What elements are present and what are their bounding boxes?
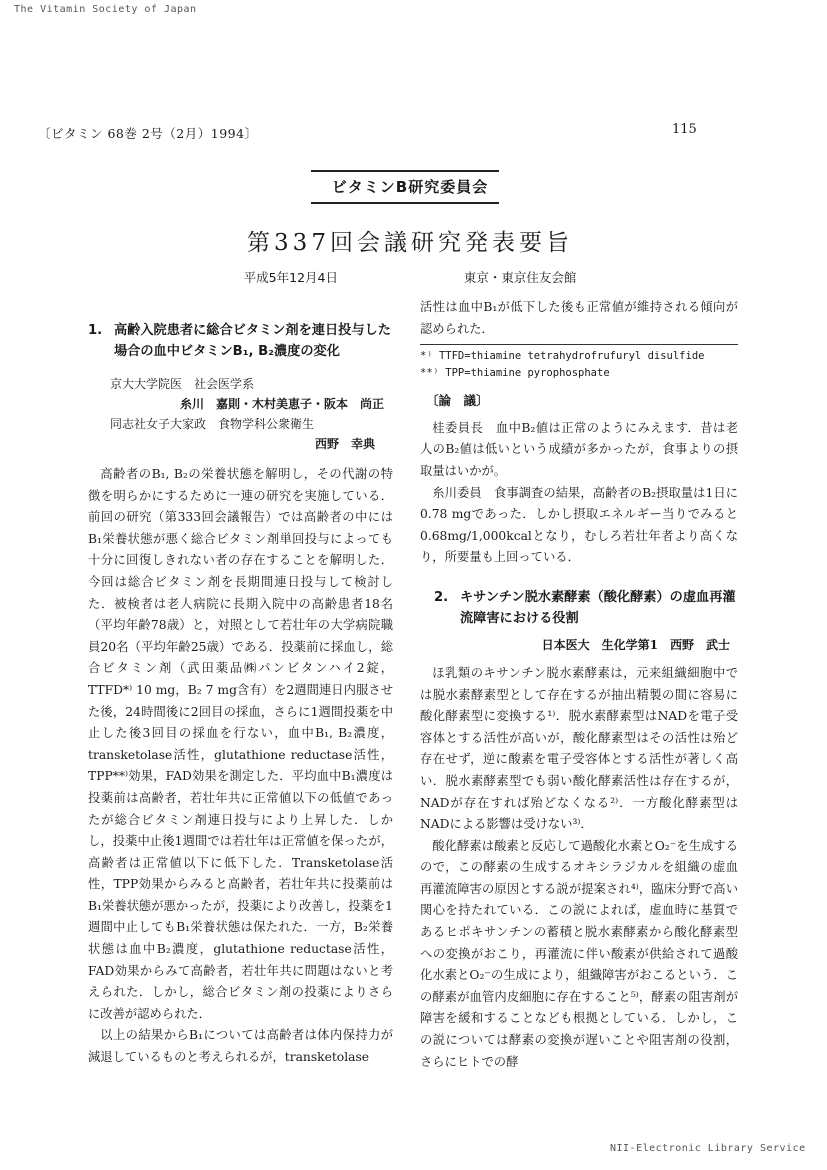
watermark-bottom: NII-Electronic Library Service	[610, 1143, 806, 1154]
footnote-tpp: **⁾ TPP=thiamine pyrophosphate	[420, 367, 610, 380]
page-number: 115	[672, 122, 697, 137]
article1-body-paragraph2: 以上の結果からB₁については高齢者は体内保持力が減退しているものと考えられるが，transketolase	[88, 1028, 393, 1065]
right-column	[420, 297, 738, 1073]
article1-authors2: 西野 幸典	[314, 437, 375, 451]
meeting-title: 第337回会議研究発表要旨	[247, 230, 573, 256]
journal-header: 〔ビタミン 68巻 2号（2月）1994〕	[38, 126, 258, 141]
discussion-paragraph1: 桂委員長 血中B₂値は正常のようにみえます．昔は老人のB₂値は低いという成績が多かったが，食事よりの摂取量はいかが。	[420, 420, 738, 478]
committee-name: ビタミンB研究委員会	[331, 178, 489, 196]
article2-affiliation: 日本医大 生化学第1 西野 武士	[541, 637, 730, 652]
meeting-date-line	[160, 268, 660, 286]
article1-number: 1.	[88, 323, 103, 338]
article2-heading	[420, 587, 738, 629]
meeting-date: 平成5年12月4日	[243, 270, 338, 285]
left-column	[88, 320, 393, 1069]
article1-affiliation2: 同志社女子大家政 食物学科公衆衛生	[110, 417, 315, 431]
article1-title: 高齢入院患者に総合ビタミン剤を連日投与した場合の血中ビタミンB₁, B₂濃度の変化	[114, 323, 391, 359]
meeting-place: 東京・東京住友会館	[463, 270, 577, 285]
committee-top-rule	[311, 170, 499, 172]
discussion-label: 〔論 議〕	[426, 393, 489, 409]
footnote-ttfd: *⁾ TTFD=thiamine tetrahydrofrufuryl disulfide	[420, 350, 705, 363]
article1-body-paragraph1: 高齢者のB₁, B₂の栄養状態を解明し，その代謝の特徴を明らかにするために一連の研究を実施している．前回の研究（第333回会議報告）では高齢者の中にはB₁栄養状態が悪く総合ビタミン剤単回投与によっても十分に回復しきれない者の存在することを解明した．今回は総合ビタミン剤を長期間連日投与して検討した．被検者は老人病院に長期入院中の高齢患者18名（平均年齢78歳）と，対照として若壮年の大学病院職員20名（平均年齢25歳）である．投薬前に採血し，総合ビタミン剤（武田薬品㈱パンビタンハイ2錠，TTFD*⁾ 10 mg，B₂ 7 mg含有）を2週間連日内服させた後，24時間後に2回目の採血，さらに1週間投薬を中止した後3回目の採血を行ない，血中B₁, B₂濃度，transketolase活性，glutathione reductase活性，TPP**⁾効果，FAD効果を測定した．平均血中B₁濃度は投薬前は高齢者，若壮年共に正常値以下の低値であったが総合ビタミン剤連日投与により上昇した．しかし，投薬中止後1週間では若壮年は正常値を保ったが，高齢者は正常値以下に低下した．Transketolase活性，TPP効果からみると高齢者，若壮年共に投薬前はB₁栄養状態が悪かったが，投薬により改善し，投薬を1週間中止してもB₁栄養状態は保たれた．一方，B₂栄養状態は血中B₂濃度，glutathione reductase活性，FAD効果からみて高齢者，若壮年共に問題はないと考えられた．しかし，総合ビタミン剤の投薬によりさらに改善が認められた．	[88, 467, 393, 1021]
article1-heading	[88, 320, 393, 362]
article1-authors1: 糸川 嘉則・木村美恵子・阪本 尚正	[180, 397, 385, 411]
article1-affiliation1: 京大大学院医 社会医学系	[110, 377, 255, 391]
article2-title: キサンチン脱水素酵素（酸化酵素）の虚血再灌流障害における役割	[460, 589, 736, 626]
article1-body-continued: 活性は血中B₁が低下した後も正常値が維持される傾向が認められた．	[420, 300, 738, 336]
article2-body-paragraph1: ほ乳類のキサンチン脱水素酵素は，元来組織細胞中では脱水素酵素型として存在するが抽出精製の間に容易に酸化酵素型に変換する¹⁾．脱水素酵素型はNADを電子受容体とする活性が高いが，酸化酵素型はその活性は殆ど存在せず，逆に酸素を電子受容体とする活性が著しく高い．脱水素酵素型でも弱い酸化酵素活性は存在するが，NADが存在すれば殆どなくなる²⁾．一方酸化酵素型はNADによる影響は受けない³⁾．	[420, 665, 738, 832]
committee-bottom-rule	[311, 202, 499, 204]
watermark-top: The Vitamin Society of Japan	[14, 4, 197, 15]
article2-number: 2.	[434, 589, 449, 605]
discussion-paragraph2: 糸川委員 食事調査の結果，高齢者のB₂摂取量は1日に0.78 mgであった．しかし摂取エネルギー当りでみると0.68mg/1,000kcalとなり，むしろ若壮年者より高くなり，所要量も上回っている．	[420, 485, 738, 565]
article2-body-paragraph2: 酸化酵素は酸素と反応して過酸化水素とO₂⁻を生成するので，この酵素の生成するオキシラジカルを組織の虚血再灌流障害の原因とする説が提案され⁴⁾，臨床分野で高い関心を持たれている．この説によれば，虚血時に基質であるヒポキサンチンの蓄積と脱水素酵素から酸化酵素型への変換がおこり，再灌流に伴い酸素が供給されて過酸化水素とO₂⁻の生成により，組織障害がおこるという．この酵素が血管内皮細胞に存在すること⁵⁾，酵素の阻害剤が障害を緩和することなども根拠としている．しかし，この説については酵素の変換が遅いことや阻害剤の役割，さらにヒトでの酵	[420, 838, 738, 1069]
footnote-rule	[420, 344, 738, 345]
